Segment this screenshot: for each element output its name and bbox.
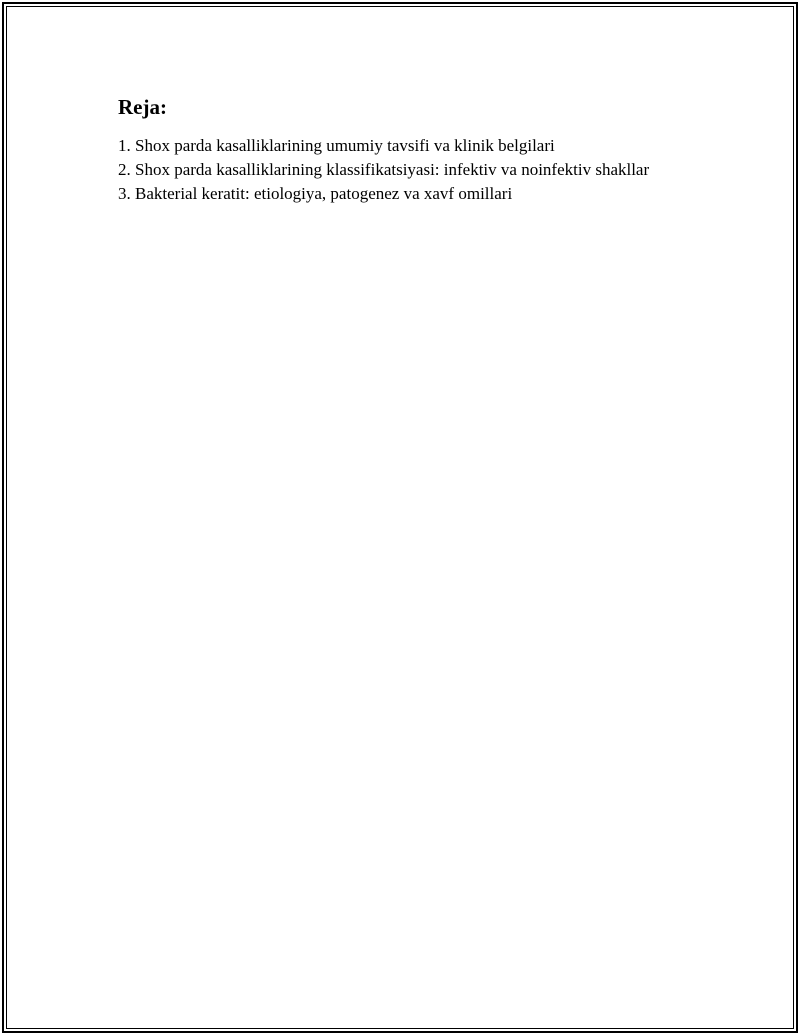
plan-item-1: 1. Shox parda kasalliklarining umumiy tavsifi va klinik belgilari: [118, 136, 555, 155]
plan-heading: Reja:: [118, 95, 167, 119]
document-body: [118, 94, 658, 206]
plan-item-2: 2. Shox parda kasalliklarining klassifikatsiyasi: infektiv va noinfektiv shakllar: [118, 160, 650, 179]
plan-list: [118, 134, 658, 206]
plan-item-3: 3. Bakterial keratit: etiologiya, patogenez va xavf omillari: [118, 184, 513, 203]
